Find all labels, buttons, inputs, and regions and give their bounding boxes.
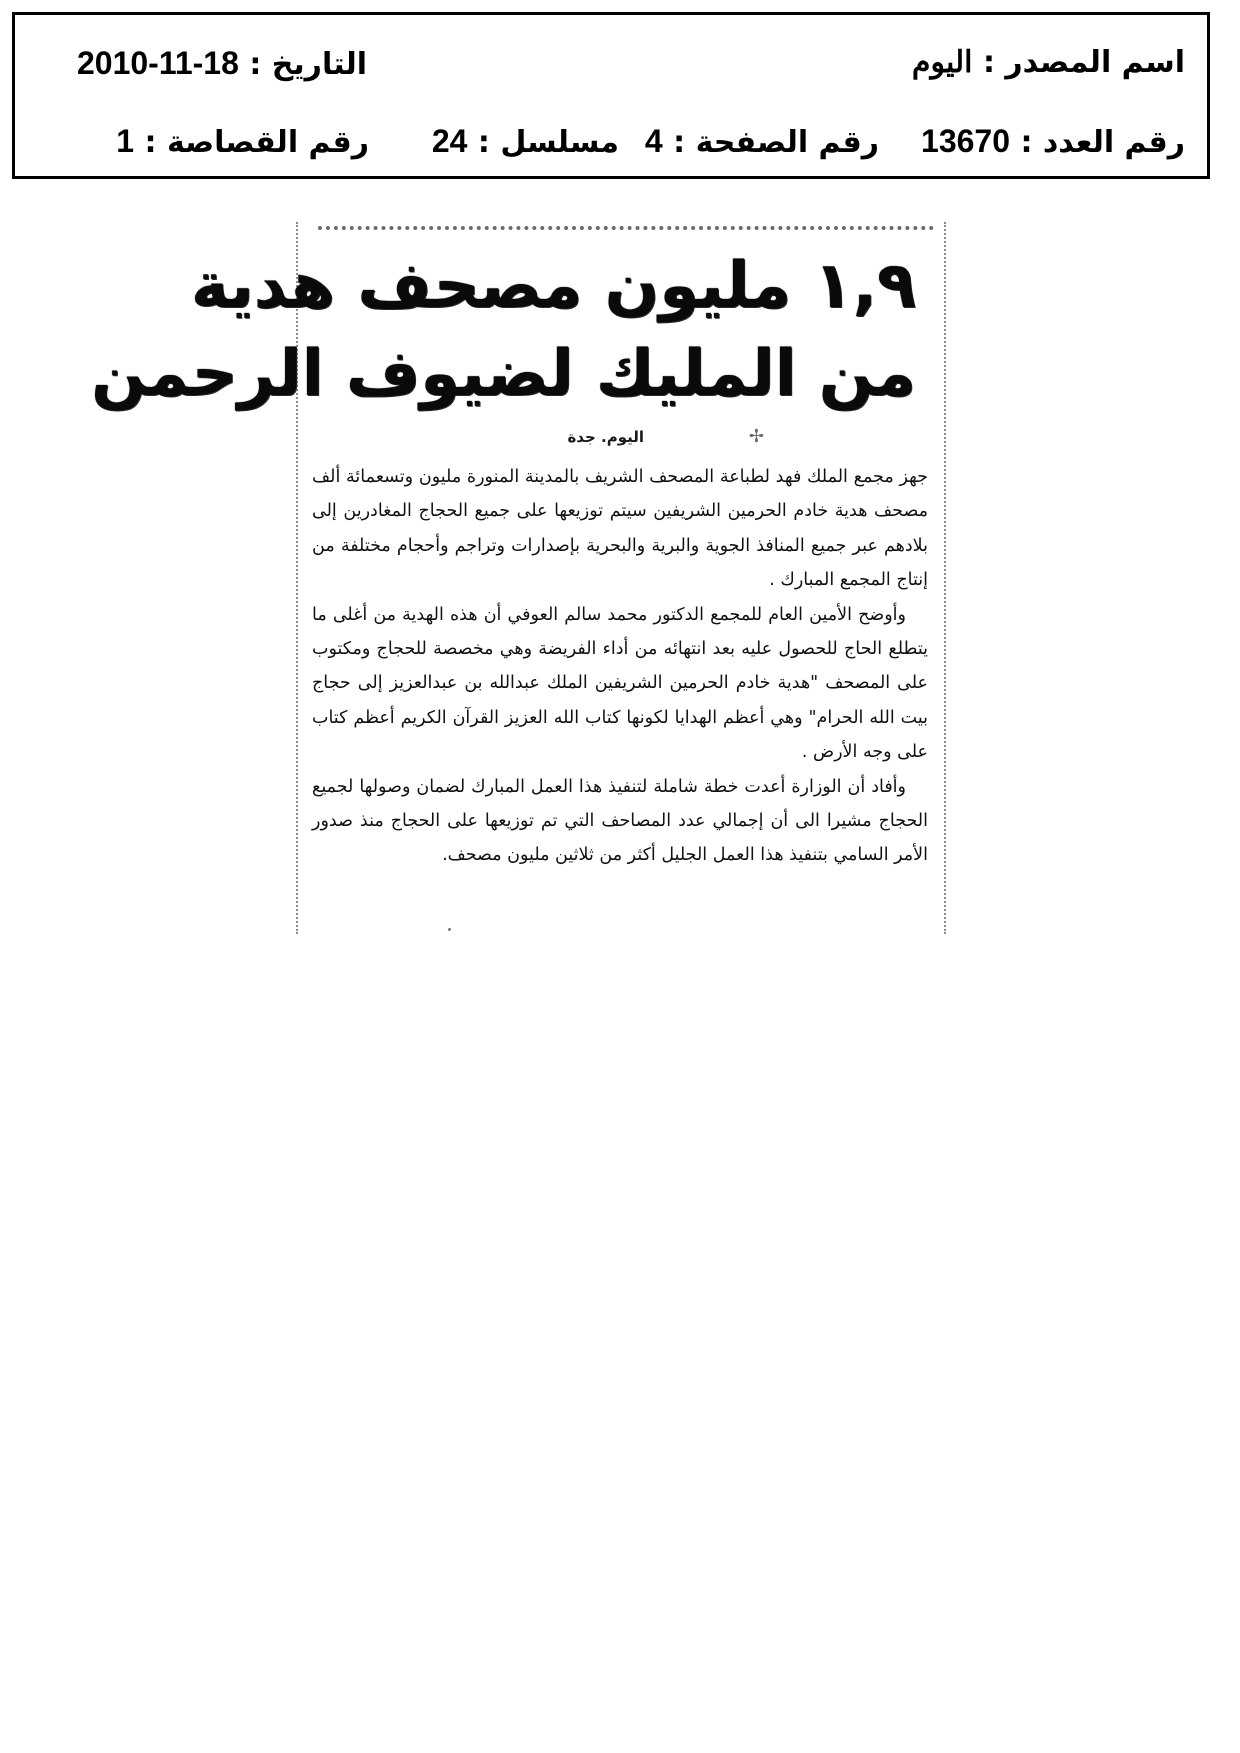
issue-value: 13670 [921,123,1011,159]
headline-line-1: ١,٩ مليون مصحف هدية [190,249,916,323]
clip-number-value: 1 [116,123,135,159]
issue-label: رقم العدد : [1020,125,1185,160]
serial-label: مسلسل : [477,125,619,160]
source-field [912,45,1185,81]
date-value: 18-11-2010 [76,45,239,81]
page-label: رقم الصفحة : [673,125,879,160]
article-body [312,460,928,873]
page-field [645,123,879,161]
date-label: التاريخ : [249,47,367,82]
page-value: 4 [644,123,663,159]
clipping-header-box [12,12,1210,179]
source-value: اليوم [911,46,973,79]
serial-value: 24 [431,123,468,159]
paragraph-3: وأفاد أن الوزارة أعدت خطة شاملة لتنفيذ هذا العمل المبارك لضمان وصولها لجميع الحجاج مشيرا الى أن إجمالي عدد المصاحف التي تم توزيعها على الحجاج منذ صدور الأمر السامي بتنفيذ هذا العمل الجليل أكثر من ثلاثين مليون مصحف. [312,776,928,866]
newspaper-clipping [91,222,946,934]
clip-number-field [116,123,369,161]
headline-line-2: من المليك لضيوف الرحمن [91,337,916,411]
clip-number-label: رقم القصاصة : [144,125,369,160]
source-label: اسم المصدر : [982,45,1185,80]
top-dotted-rule [318,226,934,230]
date-field [77,45,367,83]
paragraph-2: وأوضح الأمين العام للمجمع الدكتور محمد سالم العوفي أن هذه الهدية من أغلى ما يتطلع الحاج للحصول عليه بعد انتهائه من أداء الفريضة وهي مخصصة للحجاج ومكتوب على المصحف "هدية خادم الحرمين الشريفين الملك عبدالله بن عبدالعزيز إلى حجاج بيت الله الحرام" وهي أعظم الهدايا لكونها كتاب الله العزيز القرآن الكريم أعظم كتاب على وجه الأرض . [312,604,928,763]
print-speck [448,928,451,931]
paragraph-1: جهز مجمع الملك فهد لطباعة المصحف الشريف بالمدينة المنورة مليون وتسعمائة ألف مصحف هدية خادم الحرمين الشريفين سيتم توزيعها على جميع الحجاج المغادرين إلى بلادهم عبر جميع المنافذ الجوية والبرية والبحرية بإصدارات وتراجم وأحجام مختلفة من إنتاج المجمع المبارك . [312,467,928,591]
ornament-icon: ✢ [748,426,764,447]
issue-field [921,123,1185,161]
serial-field [432,123,619,161]
byline: اليوم. جدة [567,428,644,446]
